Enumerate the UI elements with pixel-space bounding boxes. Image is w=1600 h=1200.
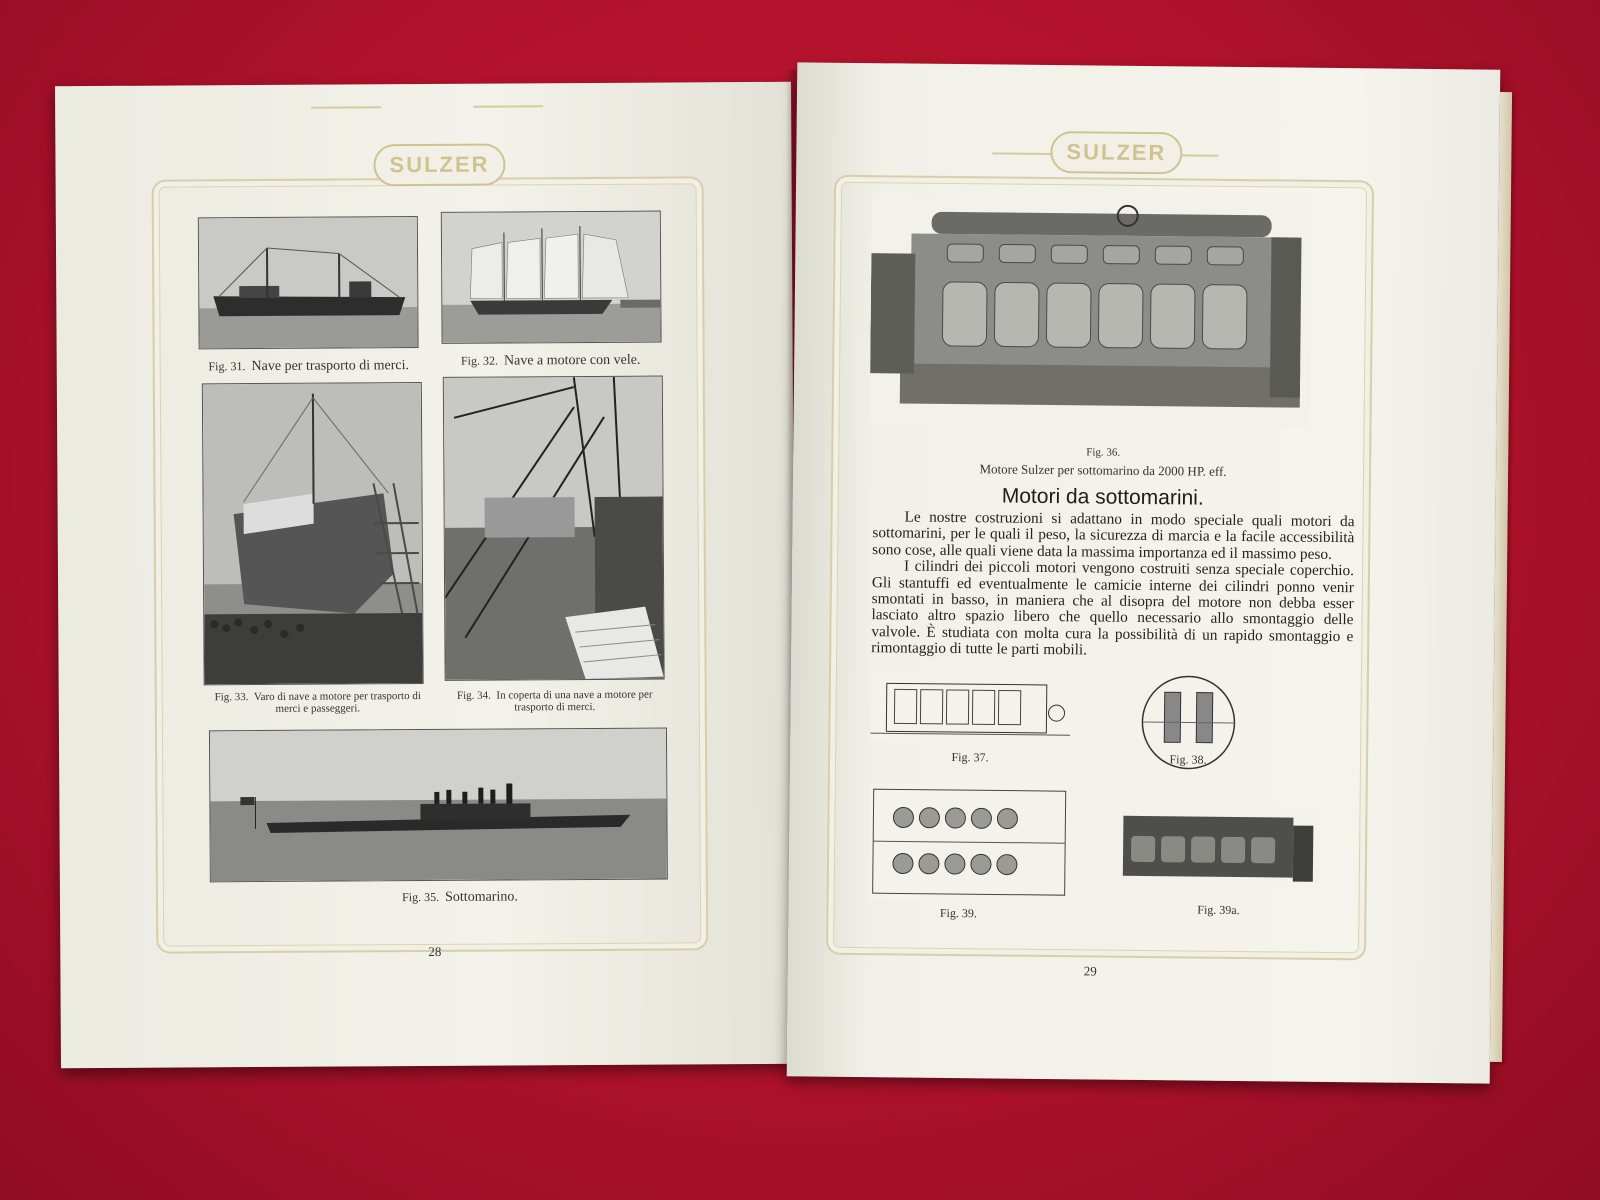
- fig34-number: Fig. 34.: [456, 689, 491, 702]
- right-sulzer-logo: SULZER: [1050, 131, 1158, 174]
- fig32-sailing-ship-photo: [441, 211, 662, 344]
- fig31-number: Fig. 31.: [208, 359, 246, 374]
- fig31-caption: [199, 358, 419, 374]
- left-logo-scroll-right: [473, 105, 543, 107]
- section-heading: Motori da sottomarini.: [1001, 484, 1204, 510]
- right-page-number: 29: [1083, 963, 1097, 979]
- section-body-text: [871, 509, 1355, 662]
- fig33-number: Fig. 33.: [214, 691, 249, 704]
- fig39-engine-plan-drawing: [869, 783, 1070, 901]
- fig32-number: Fig. 32.: [460, 353, 499, 368]
- fig33-ship-launch-photo: [202, 382, 424, 685]
- fig33-text: Varo di nave a motore per trasporto di merci e passeggeri.: [253, 690, 421, 715]
- fig31-cargo-ship-photo: [198, 216, 419, 349]
- fig37-label: Fig. 37.: [951, 750, 989, 765]
- fig37-engine-drawing: [870, 671, 1071, 743]
- fig35-text: Sottomarino.: [445, 889, 518, 905]
- left-sulzer-logo: SULZER: [373, 144, 481, 187]
- body-paragraph-1: Le nostre costruzioni si adattano in modo speciale quali motori da sottomarini, per le quali il peso, la sicurezza di marcia e la facile accessibilità sono cose, alle quali viene data la massima importanza ed il massimo peso.: [872, 508, 1355, 563]
- fig34-text: In coperta di una nave a motore per trasporto di merci.: [496, 688, 653, 714]
- fig39-label: Fig. 39.: [939, 905, 978, 921]
- fig32-text: Nave a motore con vele.: [503, 352, 641, 369]
- fig39a-label: Fig. 39a.: [1197, 902, 1240, 918]
- left-page-number: 28: [428, 943, 442, 959]
- right-page: [787, 62, 1501, 1083]
- fig35-submarine-photo: [209, 728, 668, 883]
- fig34-ship-deck-photo: [443, 376, 665, 681]
- fig39a-engine-photo: [1109, 806, 1320, 894]
- fig35-number: Fig. 35.: [402, 889, 440, 905]
- fig34-caption: [445, 689, 665, 714]
- fig38-label: Fig. 38.: [1169, 752, 1207, 767]
- left-logo-scroll-left: [311, 106, 381, 108]
- body-paragraph-2: I cilindri dei piccoli motori vengono costruiti senza speciale coperchio. Gli stantuffi ed eventualmente le camicie interne dei cilindri ponno venir smontati in basso, in maniera che al disopra del motore non debba esser lasciato altro spazio libero che quello necessario allo smontaggio delle valvole. È studiata con molta cura la possibilità di un rapido smontaggio e rimontaggio di tutte le parti mobili.: [871, 557, 1355, 659]
- fig35-caption: [360, 889, 560, 905]
- fig36-submarine-engine-photo: [870, 193, 1312, 428]
- right-logo-scroll-left: [992, 152, 1058, 155]
- fig32-caption: [441, 353, 661, 369]
- fig36-caption: Motore Sulzer per sottomarino da 2000 HP. eff.: [979, 461, 1227, 479]
- fig31-text: Nave per trasporto di merci.: [251, 358, 410, 375]
- left-page: [55, 82, 797, 1068]
- fig36-number: Fig. 36.: [1086, 446, 1121, 459]
- fig33-caption: [207, 690, 429, 715]
